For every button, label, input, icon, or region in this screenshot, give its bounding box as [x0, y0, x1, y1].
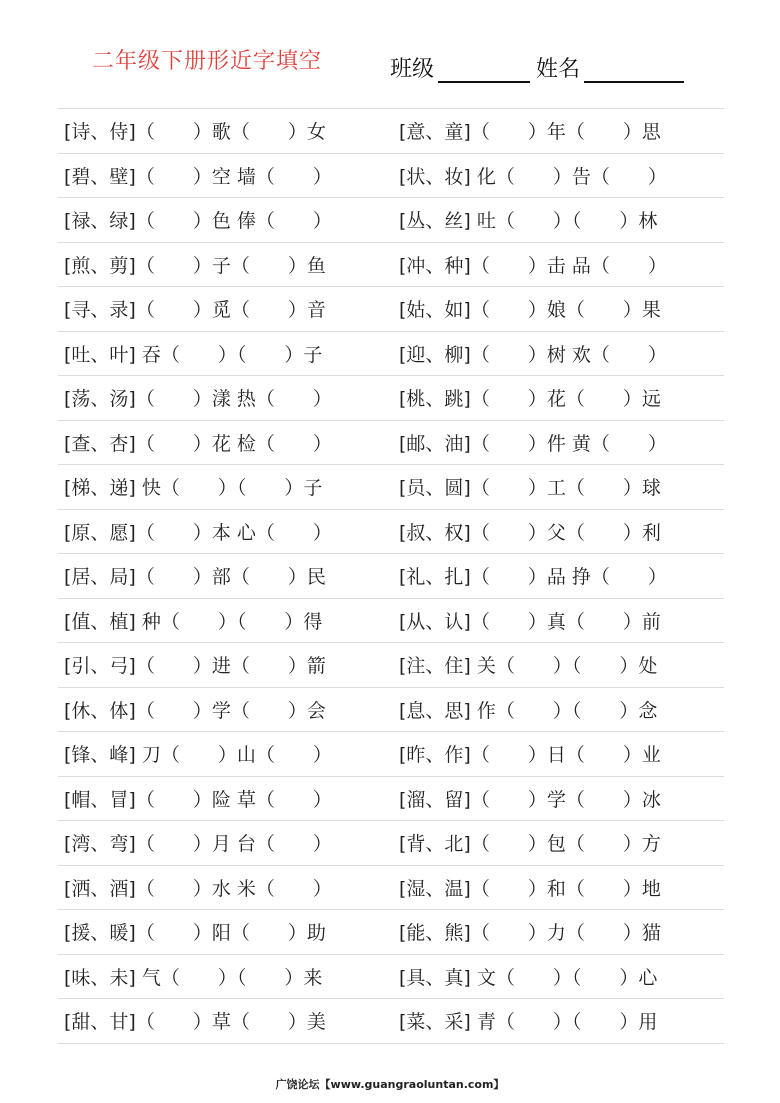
exercise-text: [味、未] 气（ ）（ ）来 [64, 966, 323, 989]
exercise-item-right [391, 332, 724, 376]
exercise-text: [洒、酒]（ ）水 米（ ） [64, 877, 332, 900]
student-info [390, 52, 684, 83]
exercise-text: [煎、剪]（ ）子（ ）鱼 [64, 254, 326, 277]
table-row [58, 376, 724, 421]
class-label: 班级 [390, 57, 435, 82]
exercise-text: [查、杏]（ ）花 检（ ） [64, 432, 332, 455]
table-row [58, 777, 724, 822]
table-row [58, 910, 724, 955]
exercise-text: [员、圆]（ ）工（ ）球 [399, 477, 661, 500]
exercise-text: [碧、壁]（ ）空 墙（ ） [64, 165, 332, 188]
footer-source: 广饶论坛【www.guangraoluntan.com】 [275, 1078, 505, 1091]
exercise-item-right [391, 599, 724, 643]
exercise-text: [溜、留]（ ）学（ ）冰 [399, 788, 661, 811]
exercise-item-left [58, 643, 391, 687]
table-row [58, 421, 724, 466]
exercise-item-right [391, 688, 724, 732]
exercise-text: [背、北]（ ）包（ ）方 [399, 833, 661, 856]
exercise-text: [诗、侍]（ ）歌（ ）女 [64, 121, 326, 144]
exercise-item-right [391, 955, 724, 999]
exercise-item-left [58, 332, 391, 376]
name-blank-line [584, 57, 684, 83]
table-row [58, 688, 724, 733]
table-row [58, 643, 724, 688]
exercise-item-right [391, 465, 724, 509]
exercise-item-right [391, 554, 724, 598]
exercise-item-left [58, 688, 391, 732]
exercise-item-right [391, 510, 724, 554]
table-row [58, 821, 724, 866]
table-row [58, 109, 724, 154]
table-row [58, 287, 724, 332]
exercise-item-right [391, 154, 724, 198]
exercise-item-right [391, 821, 724, 865]
exercise-text: [梯、递] 快（ ）（ ）子 [64, 477, 323, 500]
exercise-item-right [391, 910, 724, 954]
table-row [58, 732, 724, 777]
exercise-item-right [391, 376, 724, 420]
worksheet-title: 二年级下册形近字填空 [92, 49, 323, 74]
exercise-text: [锋、峰] 刀（ ）山（ ） [64, 744, 332, 767]
table-row [58, 243, 724, 288]
exercise-item-left [58, 287, 391, 331]
exercise-item-right [391, 732, 724, 776]
exercise-item-left [58, 554, 391, 598]
exercise-item-right [391, 287, 724, 331]
exercise-item-right [391, 866, 724, 910]
name-label: 姓名 [536, 57, 581, 82]
table-row [58, 866, 724, 911]
table-row [58, 154, 724, 199]
exercise-item-right [391, 777, 724, 821]
exercise-text: [能、熊]（ ）力（ ）猫 [399, 922, 661, 945]
exercise-text: [湿、温]（ ）和（ ）地 [399, 877, 661, 900]
exercise-item-right [391, 999, 724, 1043]
exercise-item-left [58, 777, 391, 821]
exercise-text: [荡、汤]（ ）漾 热（ ） [64, 388, 332, 411]
exercise-text: [菜、采] 青（ ）（ ）用 [399, 1011, 658, 1034]
exercise-text: [息、思] 作（ ）（ ）念 [399, 699, 658, 722]
exercise-text: [丛、丝] 吐（ ）（ ）林 [399, 210, 658, 233]
exercise-text: [甜、甘]（ ）草（ ）美 [64, 1011, 326, 1034]
table-row [58, 465, 724, 510]
exercise-text: [值、植] 种（ ）（ ）得 [64, 610, 323, 633]
exercise-text: [礼、扎]（ ）品 挣（ ） [399, 566, 667, 589]
table-row [58, 332, 724, 377]
exercise-text: [状、妆] 化（ ）告（ ） [399, 165, 667, 188]
exercise-text: [湾、弯]（ ）月 台（ ） [64, 833, 332, 856]
exercise-item-right [391, 198, 724, 242]
class-blank-line [438, 57, 530, 83]
exercise-text: [休、体]（ ）学（ ）会 [64, 699, 326, 722]
exercise-text: [昨、作]（ ）日（ ）业 [399, 744, 661, 767]
exercise-item-left [58, 421, 391, 465]
exercise-text: [意、童]（ ）年（ ）思 [399, 121, 661, 144]
exercise-item-right [391, 109, 724, 153]
exercise-text: [叔、权]（ ）父（ ）利 [399, 521, 661, 544]
exercise-item-left [58, 109, 391, 153]
table-row [58, 510, 724, 555]
table-row [58, 198, 724, 243]
exercise-item-left [58, 154, 391, 198]
exercise-text: [引、弓]（ ）进（ ）箭 [64, 655, 326, 678]
exercise-text: [禄、绿]（ ）色 俸（ ） [64, 210, 332, 233]
exercise-text: [从、认]（ ）真（ ）前 [399, 610, 661, 633]
exercise-table [58, 108, 724, 1044]
exercise-item-right [391, 643, 724, 687]
exercise-text: [注、住] 关（ ）（ ）处 [399, 655, 658, 678]
exercise-text: [寻、录]（ ）觅（ ）音 [64, 299, 326, 322]
exercise-text: [迎、柳]（ ）树 欢（ ） [399, 343, 667, 366]
exercise-text: [原、愿]（ ）本 心（ ） [64, 521, 332, 544]
exercise-item-left [58, 821, 391, 865]
exercise-text: [帽、冒]（ ）险 草（ ） [64, 788, 332, 811]
table-row [58, 554, 724, 599]
exercise-text: [邮、油]（ ）件 黄（ ） [399, 432, 667, 455]
exercise-item-left [58, 910, 391, 954]
exercise-item-left [58, 465, 391, 509]
exercise-item-left [58, 510, 391, 554]
exercise-text: [吐、叶] 吞（ ）（ ）子 [64, 343, 323, 366]
exercise-item-left [58, 732, 391, 776]
exercise-item-left [58, 198, 391, 242]
exercise-item-left [58, 599, 391, 643]
exercise-item-left [58, 376, 391, 420]
exercise-text: [姑、如]（ ）娘（ ）果 [399, 299, 661, 322]
exercise-item-right [391, 243, 724, 287]
exercise-item-left [58, 955, 391, 999]
exercise-item-left [58, 999, 391, 1043]
exercise-text: [援、暖]（ ）阳（ ）助 [64, 922, 326, 945]
table-row [58, 599, 724, 644]
exercise-text: [冲、种]（ ）击 品（ ） [399, 254, 667, 277]
exercise-item-right [391, 421, 724, 465]
table-row [58, 955, 724, 1000]
exercise-item-left [58, 243, 391, 287]
exercise-text: [桃、跳]（ ）花（ ）远 [399, 388, 661, 411]
exercise-text: [具、真] 文（ ）（ ）心 [399, 966, 658, 989]
table-row [58, 999, 724, 1044]
exercise-text: [居、局]（ ）部（ ）民 [64, 566, 326, 589]
exercise-item-left [58, 866, 391, 910]
